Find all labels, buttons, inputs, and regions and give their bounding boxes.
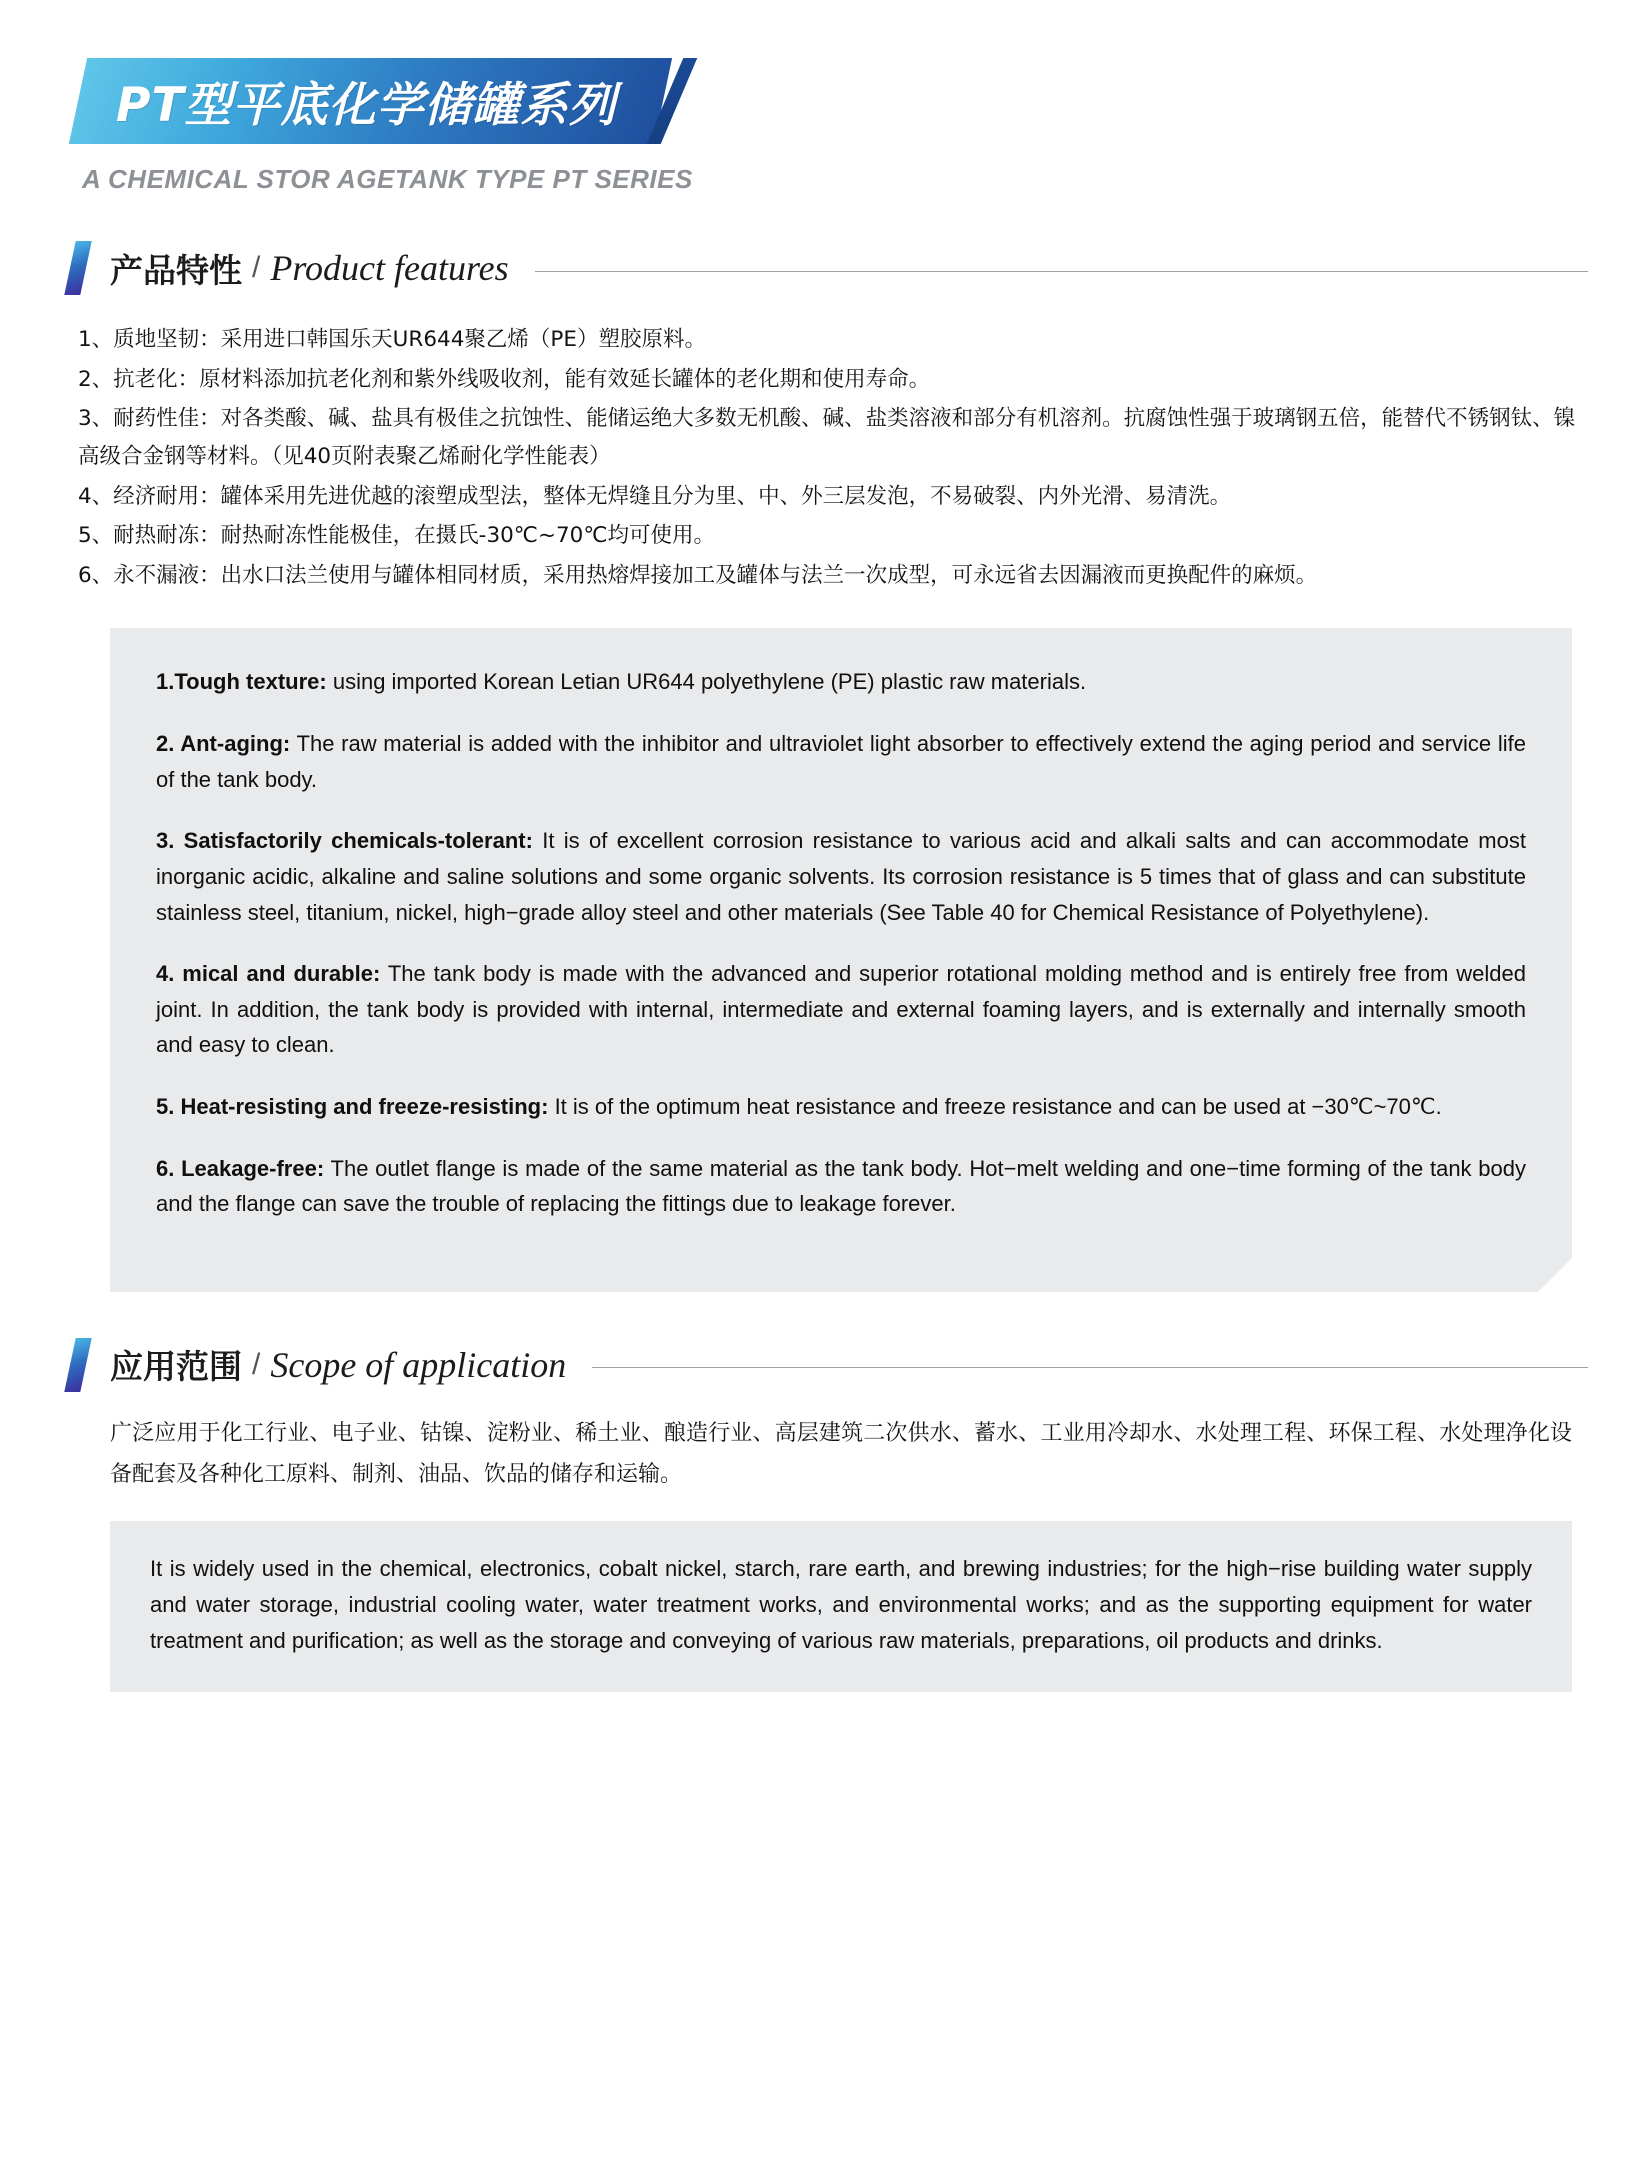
corner-fold-shape (1538, 1258, 1572, 1292)
features-en-item-6 (156, 1151, 1526, 1222)
features-cn-item-4: 4、经济耐用：罐体采用先进优越的滚塑成型法，整体无焊缝且分为里、中、外三层发泡，不易破裂、内外光滑、易清洗。 (78, 483, 1232, 509)
features-en-body-5: It is of the optimum heat resistance and freeze resistance and can be used at −30℃~70℃. (548, 1094, 1442, 1119)
scope-cn-text: 广泛应用于化工行业、电子业、钴镍、淀粉业、稀土业、酿造行业、高层建筑二次供水、蓄水、工业用冷却水、水处理工程、环保工程、水处理净化设备配套及各种化工原料、制剂、油品、饮品的储存和运输。 (110, 1420, 1572, 1487)
features-en-body-6: The outlet flange is made of the same material as the tank body. Hot−melt welding and one−time forming of the tank body and the flange can save the trouble of replacing the fittings due to leakage forever. (156, 1155, 1527, 1217)
banner-subtitle: A CHEMICAL STOR AGETANK TYPE PT SERIES (82, 164, 693, 194)
heading-rule-scope (592, 1367, 1588, 1368)
features-en-item-4 (156, 956, 1526, 1063)
heading-cn-scope: 应用范围 (110, 1347, 242, 1387)
features-en-lead-6: 6. Leakage-free: (156, 1155, 325, 1181)
scope-en-block (110, 1521, 1572, 1692)
features-cn-item-2: 2、抗老化：原材料添加抗老化剂和紫外线吸收剂，能有效延长罐体的老化期和使用寿命。 (78, 366, 931, 392)
features-en-lead-2: 2. Ant-aging: (156, 731, 291, 756)
features-en-lead-1: 1.Tough texture: (156, 669, 327, 695)
features-en-item-2 (156, 726, 1526, 797)
heading-accent-bar-scope (64, 1338, 91, 1392)
heading-separator-scope: / (252, 1347, 261, 1381)
features-en-body-2: The raw material is added with the inhibitor and ultraviolet light absorber to effectively extend the aging period and service life of the tank body. (156, 731, 1526, 792)
banner-edge-shape (646, 58, 697, 144)
banner (78, 58, 1588, 154)
heading-cn-product-features: 产品特性 (110, 250, 242, 290)
features-en-item-1 (156, 664, 1526, 700)
features-en-item-5 (156, 1089, 1526, 1125)
heading-en-scope: Scope of application (270, 1344, 567, 1385)
features-cn-item-3: 3、耐药性佳：对各类酸、碱、盐具有极佳之抗蚀性、能储运绝大多数无机酸、碱、盐类溶液和部分有机溶剂。抗腐蚀性强于玻璃钢五倍，能替代不锈钢钛、镍高级合金钢等材料。（见40页附表聚乙烯耐化学性能表） (78, 406, 1576, 469)
features-en-lead-3: 3. Satisfactorily chemicals-tolerant: (156, 828, 533, 854)
section-heading-scope (60, 1338, 1588, 1392)
banner-title: PT型平底化学储罐系列 (116, 77, 617, 133)
features-cn-item-5: 5、耐热耐冻：耐热耐冻性能极佳，在摄氏-30℃~70℃均可使用。 (78, 523, 715, 549)
features-cn-list (78, 321, 1578, 594)
scope-en-text: It is widely used in the chemical, electronics, cobalt nickel, starch, rare earth, and brewing industries; for the high−rise building water supply and water storage, industrial cooling water, water treatment works, and environmental works; and as the supporting equipment for water treatment and purification; as well as the storage and conveying of various raw materials, preparations, oil products and drinks. (150, 1556, 1532, 1653)
features-en-lead-5: 5. Heat-resisting and freeze-resisting: (156, 1094, 549, 1119)
features-en-body-3: It is of excellent corrosion resistance to various acid and alkali salts and can accommodate most inorganic acidic, alkaline and saline solutions and some organic solvents. Its corrosion resistance is 5 times that of glass and can substitute stainless steel, titanium, nickel, high−grade alloy steel and other materials (See Table 40 for Chemical Resistance of Polyethylene). (156, 828, 1526, 925)
features-en-lead-4: 4. mical and durable: (156, 961, 381, 987)
features-en-item-3 (156, 823, 1526, 930)
section-heading-product-features (60, 241, 1588, 295)
features-cn-item-6: 6、永不漏液：出水口法兰使用与罐体相同材质，采用热熔焊接加工及罐体与法兰一次成型，可永远省去因漏液而更换配件的麻烦。 (78, 562, 1318, 588)
heading-rule (535, 271, 1588, 272)
heading-separator: / (252, 251, 261, 284)
features-en-body-1: using imported Korean Letian UR644 polyethylene (PE) plastic raw materials. (326, 669, 1087, 695)
features-en-body-4: The tank body is made with the advanced and superior rotational molding method and is entirely free from welded joint. In addition, the tank body is provided with internal, intermediate and external foaming layers, and is externally and internally smooth and easy to clean. (156, 961, 1527, 1058)
features-cn-item-1: 1、质地坚韧：采用进口韩国乐天UR644聚乙烯（PE）塑胶原料。 (78, 327, 706, 352)
banner-ribbon (69, 58, 672, 144)
heading-en-product-features: Product features (270, 248, 509, 288)
heading-accent-bar (64, 241, 91, 295)
features-en-block (110, 628, 1572, 1292)
